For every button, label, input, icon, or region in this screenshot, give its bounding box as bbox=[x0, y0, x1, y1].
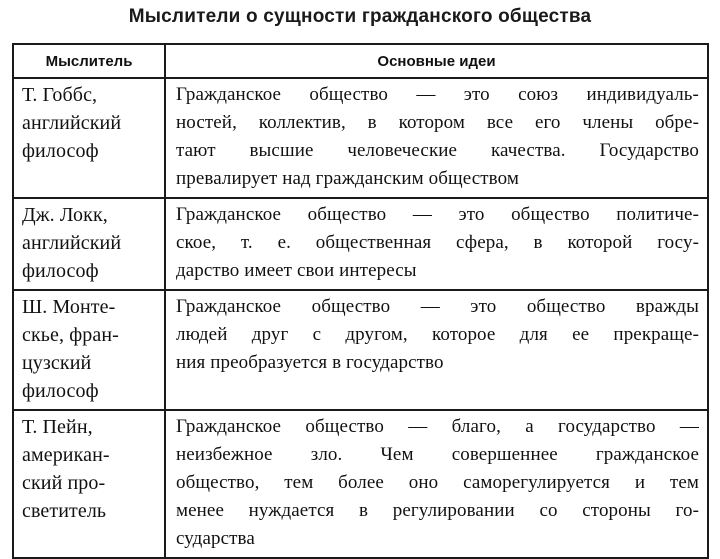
idea-line: Гражданское общество — благо, а государство — bbox=[176, 416, 699, 437]
thinker-cell bbox=[13, 290, 165, 410]
thinker-line: светитель bbox=[22, 500, 107, 522]
thinkers-table bbox=[12, 43, 709, 559]
idea-line: тают высшие человеческие качества. Государство bbox=[176, 140, 699, 161]
idea-cell bbox=[165, 198, 708, 290]
thinker-line: Т. Гоббс, bbox=[22, 84, 98, 106]
table-row bbox=[13, 198, 708, 290]
idea-line: Гражданское общество — это общество вражды bbox=[176, 296, 699, 317]
thinker-cell bbox=[13, 78, 165, 198]
idea-cell bbox=[165, 410, 708, 558]
table-row bbox=[13, 78, 708, 198]
thinker-line: Т. Пейн, bbox=[22, 416, 93, 438]
thinker-line: философ bbox=[22, 260, 99, 282]
idea-line: общество, тем более оно саморегулируется и тем bbox=[176, 472, 699, 493]
thinker-line: Дж. Локк, bbox=[22, 204, 108, 226]
idea-line: ское, т. е. общественная сфера, в которой госу- bbox=[176, 232, 699, 253]
idea-line: неизбежное зло. Чем совершеннее гражданское bbox=[176, 444, 699, 465]
idea-line: менее нуждается в регулировании со стороны го- bbox=[176, 500, 699, 521]
thinker-line: английский bbox=[22, 112, 122, 134]
idea-line: дарство имеет свои интересы bbox=[176, 260, 417, 281]
idea-line: людей друг с другом, которое для ее прекраще- bbox=[176, 324, 699, 345]
thinker-line: ский про- bbox=[22, 472, 106, 494]
thinker-line: скье, фран- bbox=[22, 324, 119, 346]
idea-line: ния преобразуется в государство bbox=[176, 352, 444, 373]
thinker-cell bbox=[13, 198, 165, 290]
idea-line: Гражданское общество — это общество политиче- bbox=[176, 204, 699, 225]
idea-line: Гражданское общество — это союз индивидуаль- bbox=[176, 84, 699, 105]
thinker-line: философ bbox=[22, 140, 99, 162]
page-title: Мыслители о сущности гражданского общества bbox=[128, 6, 592, 27]
thinker-cell bbox=[13, 410, 165, 558]
thinker-line: Ш. Монте- bbox=[22, 296, 116, 318]
idea-line: превалирует над гражданским обществом bbox=[176, 168, 519, 189]
idea-line: ностей, коллектив, в котором все его члены обре- bbox=[176, 112, 699, 133]
column-header-ideas: Основные идеи bbox=[165, 44, 708, 78]
thinker-line: американ- bbox=[22, 444, 110, 466]
thinker-line: цузский bbox=[22, 352, 92, 374]
idea-cell bbox=[165, 78, 708, 198]
table-row bbox=[13, 290, 708, 410]
thinker-line: философ bbox=[22, 380, 99, 402]
thinker-line: английский bbox=[22, 232, 122, 254]
idea-cell bbox=[165, 290, 708, 410]
table-header-row bbox=[13, 44, 708, 78]
table-row bbox=[13, 410, 708, 558]
idea-line: сударства bbox=[176, 528, 255, 549]
column-header-thinker: Мыслитель bbox=[13, 44, 165, 78]
